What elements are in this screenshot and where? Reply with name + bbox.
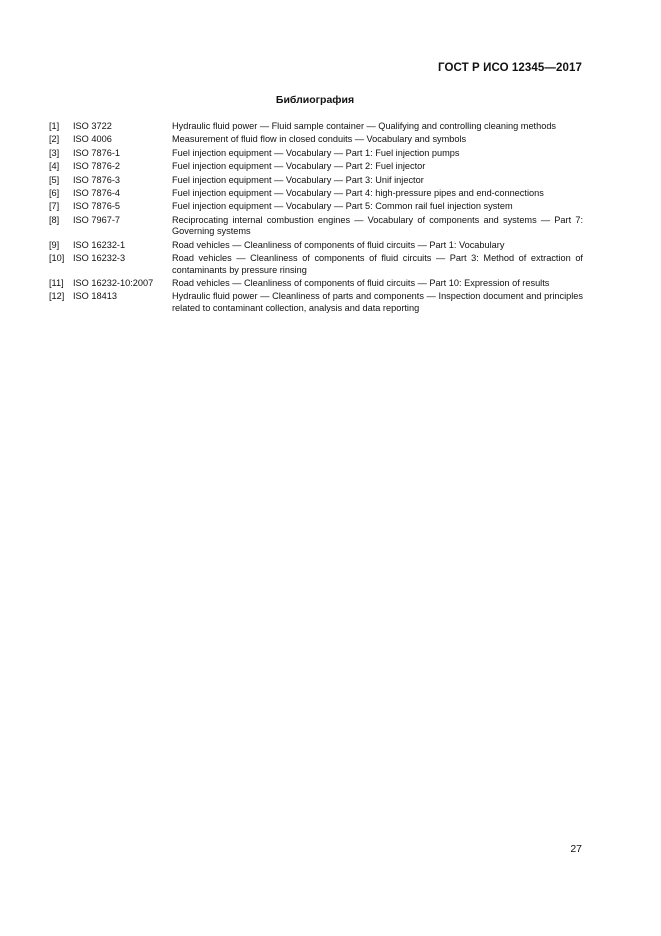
standard-title: Road vehicles — Cleanliness of components of fluid circuits — Part 1: Vocabulary (172, 239, 505, 250)
standard-code: ISO 16232-1 (73, 239, 126, 250)
bibliography-entry (49, 253, 583, 276)
standard-code: ISO 7876-3 (73, 174, 120, 185)
bibliography-entry (49, 161, 583, 173)
standard-title: Hydraulic fluid power — Cleanliness of parts and components — Inspection document and principles related to contaminant collection, analysis and data reporting (172, 291, 583, 313)
standard-title: Fuel injection equipment — Vocabulary — Part 2: Fuel injector (172, 161, 426, 172)
bibliography-entry (49, 175, 583, 187)
entry-number: [10] (49, 253, 65, 264)
entry-number: [3] (49, 147, 60, 158)
standard-title: Road vehicles — Cleanliness of components of fluid circuits — Part 10: Expression of results (172, 277, 550, 288)
bibliography-entry (49, 291, 583, 314)
standard-title: Fuel injection equipment — Vocabulary — Part 4: high-pressure pipes and end-connections (172, 187, 544, 198)
bibliography-entry (49, 134, 583, 146)
standard-code: ISO 16232-10:2007 (73, 277, 154, 288)
bibliography-entry (49, 215, 583, 238)
standard-code: ISO 7876-4 (73, 187, 120, 198)
entry-number: [1] (49, 121, 60, 131)
standard-title: Fuel injection equipment — Vocabulary — Part 1: Fuel injection pumps (172, 147, 460, 158)
document-code: ГОСТ Р ИСО 12345—2017 (437, 62, 582, 74)
standard-code: ISO 18413 (73, 291, 117, 302)
standard-code: ISO 16232-3 (73, 253, 126, 264)
standard-title: Fuel injection equipment — Vocabulary — Part 5: Common rail fuel injection system (172, 201, 513, 212)
standard-title: Hydraulic fluid power — Fluid sample container — Qualifying and controlling cleaning methods (172, 121, 557, 131)
standard-code: ISO 7876-1 (73, 147, 120, 158)
bibliography-list (49, 121, 583, 316)
bibliography-entry (49, 148, 583, 160)
entry-number: [4] (49, 161, 60, 172)
standard-code: ISO 7967-7 (73, 214, 120, 225)
section-title: Библиография (275, 94, 355, 106)
entry-number: [8] (49, 214, 60, 225)
entry-number: [9] (49, 239, 60, 250)
standard-title: Measurement of fluid flow in closed conduits — Vocabulary and symbols (172, 134, 467, 145)
bibliography-entry (49, 121, 583, 133)
standard-title: Fuel injection equipment — Vocabulary — Part 3: Unif injector (172, 174, 424, 185)
entry-number: [5] (49, 174, 60, 185)
bibliography-entry (49, 278, 583, 290)
entry-number: [11] (49, 277, 64, 288)
bibliography-entry (49, 240, 583, 252)
bibliography-entry (49, 188, 583, 200)
standard-title: Road vehicles — Cleanliness of components of fluid circuits — Part 3: Method of extraction of contaminants by pressure rinsing (172, 253, 583, 275)
standard-title: Reciprocating internal combustion engines — Vocabulary of components and systems — Part 7: Governing systems (172, 214, 583, 237)
standard-code: ISO 3722 (73, 121, 112, 131)
standard-code: ISO 7876-5 (73, 201, 120, 212)
entry-number: [7] (49, 201, 60, 212)
page-number: 27 (570, 843, 582, 855)
entry-number: [6] (49, 187, 60, 198)
standard-code: ISO 7876-2 (73, 161, 120, 172)
bibliography-entry (49, 201, 583, 213)
entry-number: [12] (49, 291, 65, 302)
standard-code: ISO 4006 (73, 134, 112, 145)
entry-number: [2] (49, 134, 60, 145)
